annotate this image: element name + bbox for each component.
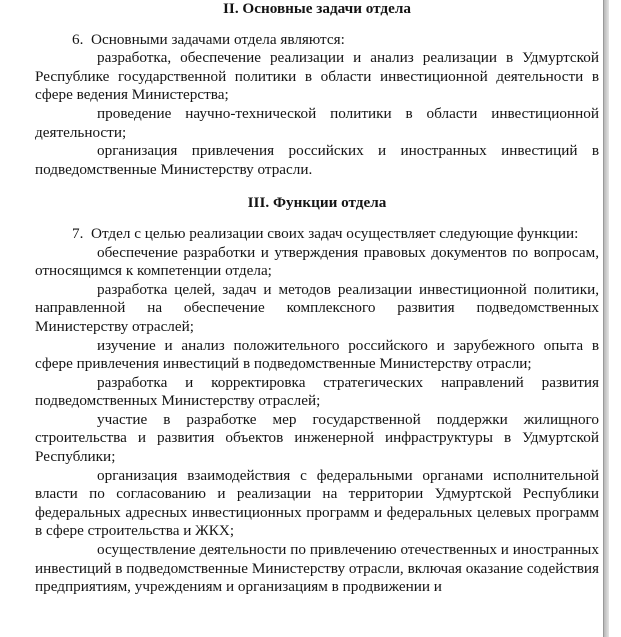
task-item-1: разработка, обеспечение реализации и анализ реализации в Удмуртской Республике государственной политики в области инвестиционной деятельности в сфере ведения Министерства; <box>35 49 599 104</box>
page-edge-shadow <box>604 0 609 637</box>
function-item-6: организация взаимодействия с федеральными органами исполнительной власти по согласованию и реализации на территории Удмуртской Республики федеральных адресных инвестиционных программ и федеральных целевых программ в сфере строительства и ЖКХ; <box>35 466 599 540</box>
task-item-2: проведение научно-технической политики в области инвестиционной деятельности; <box>35 104 599 141</box>
section-heading-functions: III. Функции отдела <box>247 194 387 212</box>
function-item-3: изучение и анализ положительного российского и зарубежного опыта в сфере привлечения инвестиций в подведомственные Министерству отрасли; <box>35 336 599 373</box>
section-heading-main-tasks: II. Основные задачи отдела <box>223 0 411 17</box>
document-body <box>35 0 599 597</box>
function-item-2: разработка целей, задач и методов реализации инвестиционной политики, направленной на обеспечение комплексного развития подведомственных Министерству отраслей; <box>35 280 599 335</box>
function-item-7: осуществление деятельности по привлечению отечественных и иностранных инвестиций в подведомственные Министерству отрасли, включая оказание содействия предприятиям, учреждениям и организациям в продвижении и <box>35 541 599 596</box>
section-functions <box>35 194 599 596</box>
paragraph-7-intro: 7. Отдел с целью реализации своих задач осуществляет следующие функции: <box>72 224 579 242</box>
function-item-5: участие в разработке мер государственной поддержки жилищного строительства и развития объектов инженерной инфраструктуры в Удмуртской Республики; <box>35 410 599 466</box>
task-item-3: организация привлечения российских и иностранных инвестиций в подведомственные Министерству отрасли. <box>35 142 599 178</box>
function-item-1: обеспечение разработки и утверждения правовых документов по вопросам, относящимся к компетенции отдела; <box>35 243 599 280</box>
paragraph-6-intro: 6. Основными задачами отдела являются: <box>72 30 345 48</box>
function-item-4: разработка и корректировка стратегических направлений развития подведомственных Министерству отраслей; <box>35 373 599 410</box>
section-main-tasks <box>35 0 599 179</box>
